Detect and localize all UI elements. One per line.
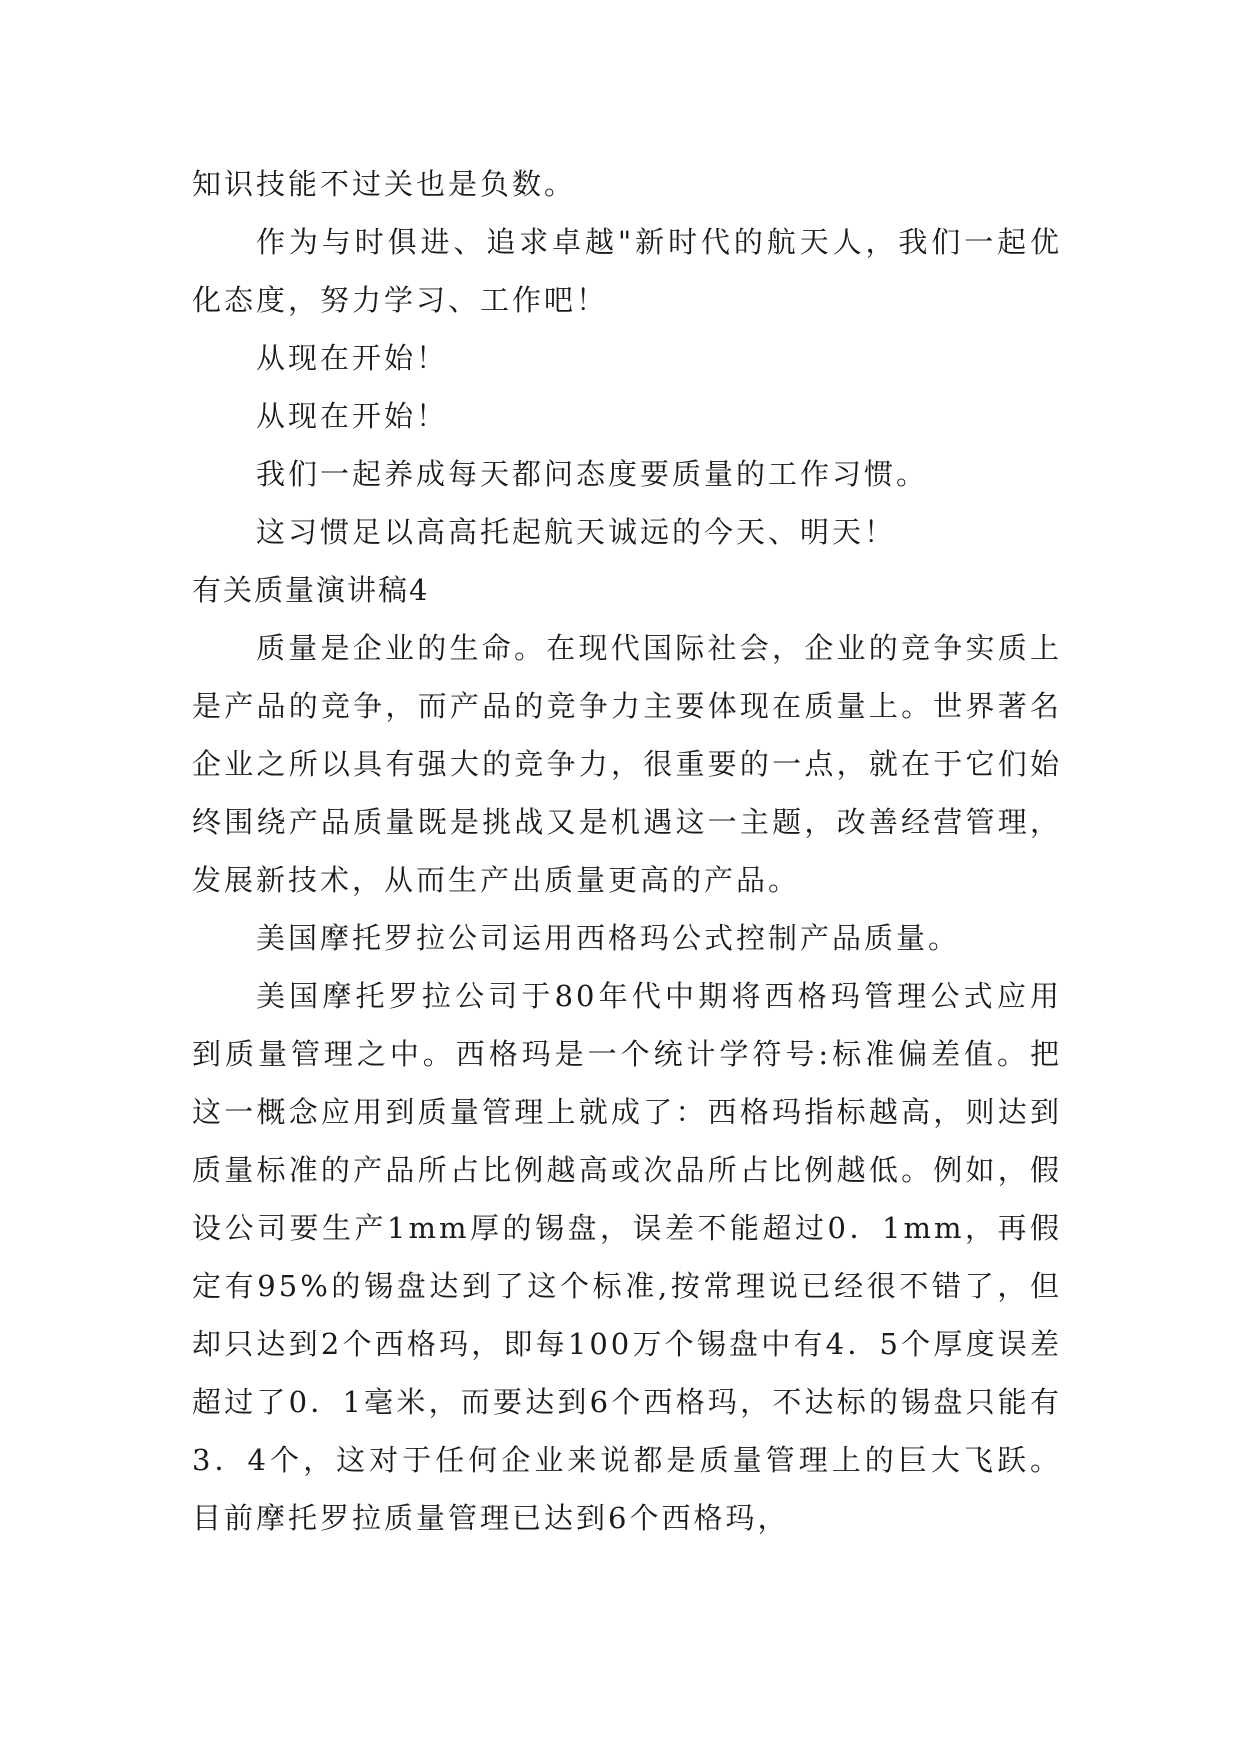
- paragraph-5: 我们一起养成每天都问态度要质量的工作习惯。: [256, 457, 929, 491]
- paragraph-4: 从现在开始！: [256, 399, 449, 433]
- section-paragraph-2: 美国摩托罗拉公司运用西格玛公式控制产品质量。: [256, 921, 961, 955]
- document-body: [192, 155, 1062, 1547]
- paragraph-3: 从现在开始！: [256, 341, 449, 375]
- paragraph-6: 这习惯足以高高托起航天诚远的今天、明天！: [256, 515, 897, 549]
- section-paragraph-1: 质量是企业的生命。在现代国际社会，企业的竞争实质上是产品的竞争，而产品的竞争力主要体现在质量上。世界著名企业之所以具有强大的竞争力，很重要的一点，就在于它们始终围绕产品质量既是挑战又是机遇这一主题，改善经营管理，发展新技术，从而生产出质量更高的产品。: [192, 631, 1062, 897]
- paragraph-1: 知识技能不过关也是负数。: [192, 167, 577, 201]
- section-heading: 有关质量演讲稿4: [192, 573, 430, 607]
- paragraph-2: 作为与时俱进、追求卓越"新时代的航天人，我们一起优化态度，努力学习、工作吧！: [192, 225, 1062, 317]
- section-paragraph-3: 美国摩托罗拉公司于80年代中期将西格玛管理公式应用到质量管理之中。西格玛是一个统计学符号:标准偏差值。把这一概念应用到质量管理上就成了：西格玛指标越高，则达到质量标准的产品所占比例越高或次品所占比例越低。例如，假设公司要生产1mm厚的锡盘，误差不能超过0．1mm，再假定有95%的锡盘达到了这个标准,按常理说已经很不错了，但却只达到2个西格玛，即每100万个锡盘中有4．5个厚度误差超过了0．1毫米，而要达到6个西格玛，不达标的锡盘只能有3．4个，这对于任何企业来说都是质量管理上的巨大飞跃。目前摩托罗拉质量管理已达到6个西格玛，: [192, 979, 1062, 1535]
